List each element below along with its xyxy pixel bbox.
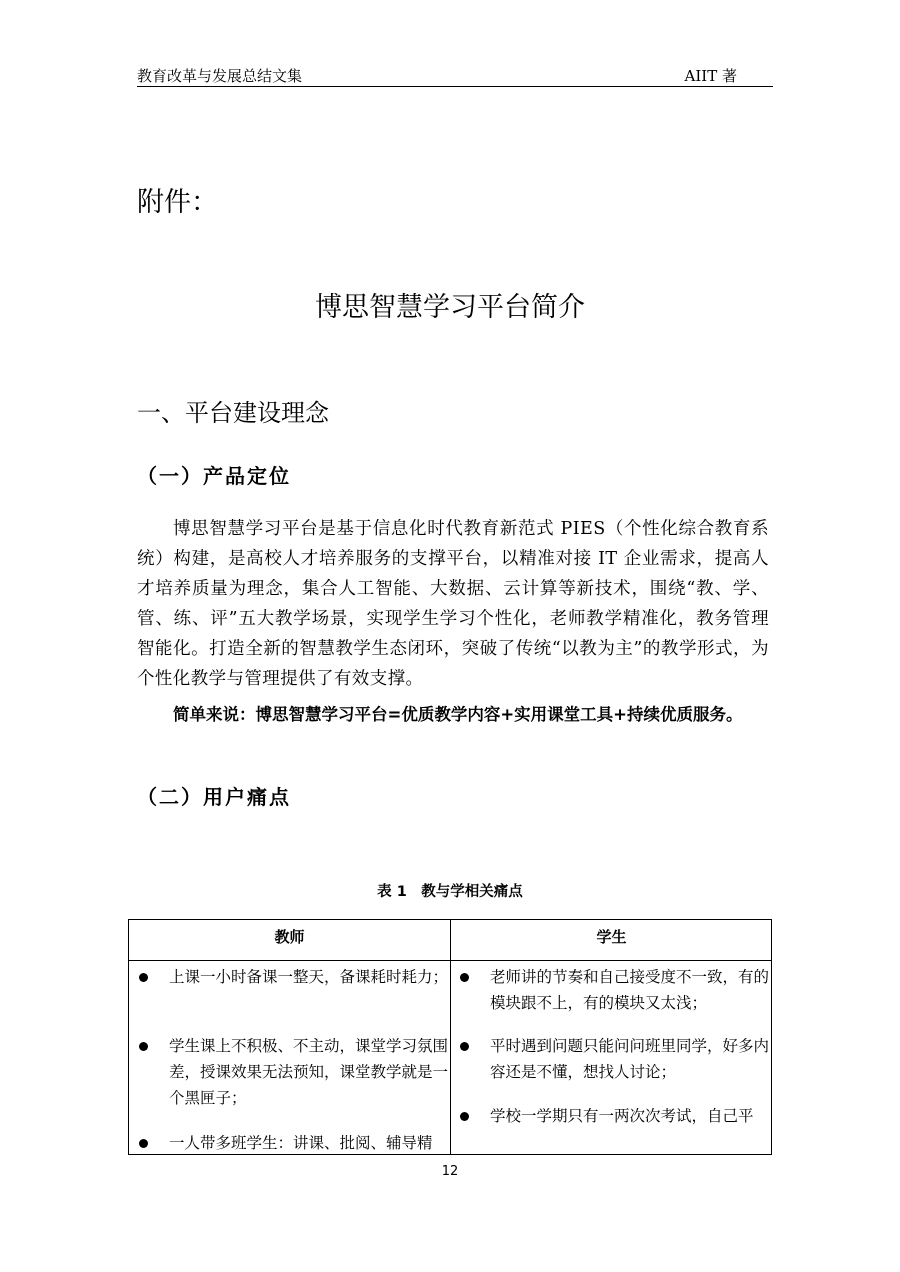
bullet-icon (460, 1042, 469, 1051)
page-number: 12 (441, 1164, 459, 1179)
table-header-teacher: 教师 (274, 928, 305, 946)
summary-line: 简单来说：博思智慧学习平台=优质教学内容+实用课堂工具+持续优质服务。 (173, 705, 743, 724)
subsection-heading-pain-points: （二）用户痛点 (137, 785, 291, 809)
running-header (137, 66, 773, 87)
table-header-student: 学生 (596, 928, 627, 946)
bullet-icon (139, 973, 148, 982)
list-item-text: 学校一学期只有一两次次考试，自己平 (490, 1107, 754, 1125)
section-heading: 一、平台建设理念 (137, 399, 329, 427)
list-item-text: 一人带多班学生：讲课、批阅、辅导精 (169, 1134, 433, 1152)
body-paragraph: 博思智慧学习平台是基于信息化时代教育新范式 PIES（个性化综合教育系统）构建，是高校人才培养服务的支撑平台，以精准对接 IT 企业需求，提高人才培养质量为理念，集合人工智能、大数据、云计算等新技术，围绕“教、学、管、练、评”五大教学场景，实现学生学习个性化，老师教学精准化，教务管理智能化。打造全新的智慧教学生态闭环，突破了传统“以教为主”的教学形式，为个性化教学与管理提供了有效支撑。 (137, 519, 769, 689)
list-item-text: 平时遇到问题只能问问班里同学，好多内容还是不懂，想找人讨论； (490, 1037, 770, 1081)
bullet-icon (139, 1042, 148, 1051)
appendix-label: 附件： (137, 187, 218, 218)
document-title: 博思智慧学习平台简介 (315, 292, 585, 323)
list-item-text: 上课一小时备课一整天，备课耗时耗力； (169, 968, 449, 986)
header-book-title: 教育改革与发展总结文集 (137, 67, 303, 85)
header-author: AIIT 著 (684, 67, 737, 85)
bullet-icon (460, 1112, 469, 1121)
bullet-icon (460, 973, 469, 982)
header-row-divider (129, 960, 771, 961)
list-item-text: 老师讲的节奏和自己接受度不一致，有的模块跟不上，有的模块又太浅； (490, 968, 770, 1012)
subsection-heading-positioning: （一）产品定位 (137, 464, 291, 488)
bullet-icon (139, 1139, 148, 1148)
pain-points-table (128, 919, 772, 1155)
table-caption: 表 1 教与学相关痛点 (377, 884, 523, 900)
list-item-text: 学生课上不积极、不主动，课堂学习氛围差，授课效果无法预知，课堂教学就是一个黑匣子； (169, 1037, 449, 1107)
